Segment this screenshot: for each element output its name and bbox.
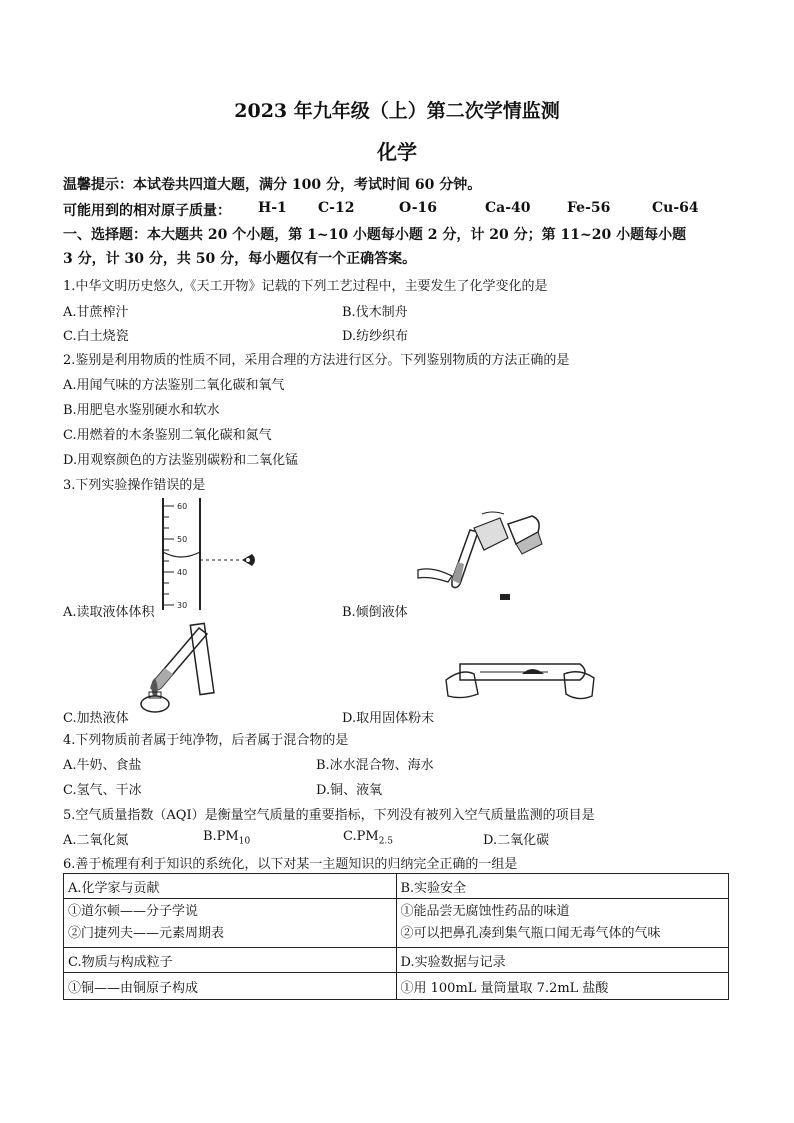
section1-line2: 3 分，计 30 分，共 50 分，每小题仅有一个正确答案。: [63, 251, 417, 267]
mass-h: H-1: [258, 200, 287, 216]
q5-option-a: A.二氧化氮: [63, 833, 129, 848]
cylinder-tick-60: 60: [177, 502, 188, 511]
q5-option-b-prefix: B.PM: [203, 829, 239, 844]
q3-option-d: D.取用固体粉末: [342, 711, 435, 726]
notice-tip: 温馨提示：本试卷共四道大题，满分 100 分，考试时间 60 分钟。: [63, 177, 482, 193]
subject-title: 化学: [377, 140, 417, 164]
q6-d-head: D.实验数据与记录: [396, 948, 729, 973]
q4-option-d: D.铜、液氧: [316, 783, 383, 798]
heating-liquid-figure: [135, 622, 225, 718]
q3-option-c: C.加热液体: [63, 711, 129, 726]
q1-option-d: D.纺纱织布: [342, 329, 409, 344]
q4-option-c: C.氢气、干冰: [63, 783, 142, 798]
q6-b-head: B.实验安全: [396, 874, 729, 899]
q4-stem: 4.下列物质前者属于纯净物，后者属于混合物的是: [63, 733, 349, 748]
mass-label: 可能用到的相对原子质量：: [63, 203, 231, 219]
q2-stem: 2.鉴别是利用物质的性质不同，采用合理的方法进行区分。下列鉴别物质的方法正确的是: [63, 353, 570, 368]
q5-option-b-sub: 10: [238, 836, 251, 847]
mass-c: C-12: [318, 200, 355, 216]
q6-b-item-1: ①能品尝无腐蚀性药品的味道: [400, 904, 570, 919]
q1-option-b: B.伐木制舟: [342, 305, 408, 320]
q2-option-a: A.用闻气味的方法鉴别二氧化碳和氧气: [63, 378, 285, 393]
q5-option-c: [343, 829, 393, 847]
q6-a-item-2: ②门捷列夫——元素周期表: [68, 926, 225, 941]
q4-option-b: B.冰水混合物、海水: [316, 758, 434, 773]
mass-fe: Fe-56: [567, 200, 611, 216]
cylinder-tick-50: 50: [177, 535, 188, 544]
q5-option-d: D.二氧化碳: [483, 833, 550, 848]
q1-option-c: C.白土烧瓷: [63, 329, 129, 344]
q6-stem: 6.善于梳理有利于知识的系统化，以下对某一主题知识的归纳完全正确的一组是: [63, 857, 518, 872]
q2-option-b: B.用肥皂水鉴别硬水和软水: [63, 403, 220, 418]
q2-option-d: D.用观察颜色的方法鉴别碳粉和二氧化锰: [63, 453, 299, 468]
q5-option-c-prefix: C.PM: [343, 829, 379, 844]
q6-b-item-2: ②可以把鼻孔凑到集气瓶口闻无毒气体的气味: [400, 926, 661, 941]
pouring-liquid-figure: [412, 510, 562, 606]
cylinder-reading-figure: [160, 496, 270, 612]
q3-stem: 3.下列实验操作错误的是: [63, 478, 206, 493]
mass-o: O-16: [399, 200, 438, 216]
q6-a-body: [64, 899, 397, 948]
q4-option-a: A.牛奶、食盐: [63, 758, 142, 773]
q6-b-body: [396, 899, 729, 948]
cylinder-tick-30: 30: [177, 601, 188, 610]
q6-table: [63, 873, 729, 1000]
q6-a-item-1: ①道尔顿——分子学说: [68, 904, 199, 919]
exam-title: 2023 年九年级（上）第二次学情监测: [234, 100, 560, 122]
q5-option-b: [203, 829, 250, 847]
mass-ca: Ca-40: [485, 200, 531, 216]
q6-c-item-1: ①铜——由铜原子构成: [64, 973, 397, 1000]
q6-c-head: C.物质与构成粒子: [64, 948, 397, 973]
q3-option-b: B.倾倒液体: [342, 605, 408, 620]
mass-cu: Cu-64: [652, 200, 699, 216]
q2-option-c: C.用燃着的木条鉴别二氧化碳和氮气: [63, 428, 272, 443]
q1-option-a: A.甘蔗榨汁: [63, 305, 129, 320]
cylinder-tick-40: 40: [177, 568, 188, 577]
q6-d-item-1: ①用 100mL 量筒量取 7.2mL 盐酸: [396, 973, 729, 1000]
solid-powder-figure: [440, 650, 600, 710]
q5-option-c-sub: 2.5: [378, 836, 394, 847]
q6-a-head: A.化学家与贡献: [64, 874, 397, 899]
section1-line1: 一、选择题：本大题共 20 个小题，第 1~10 小题每小题 2 分，计 20 分；第 11~20 小题每小题: [63, 227, 687, 243]
q3-option-a: A.读取液体体积: [63, 605, 155, 620]
q5-stem: 5.空气质量指数（AQI）是衡量空气质量的重要指标，下列没有被列入空气质量监测的项目是: [63, 808, 595, 823]
q1-stem: 1.中华文明历史悠久,《天工开物》记载的下列工艺过程中，主要发生了化学变化的是: [63, 279, 548, 294]
